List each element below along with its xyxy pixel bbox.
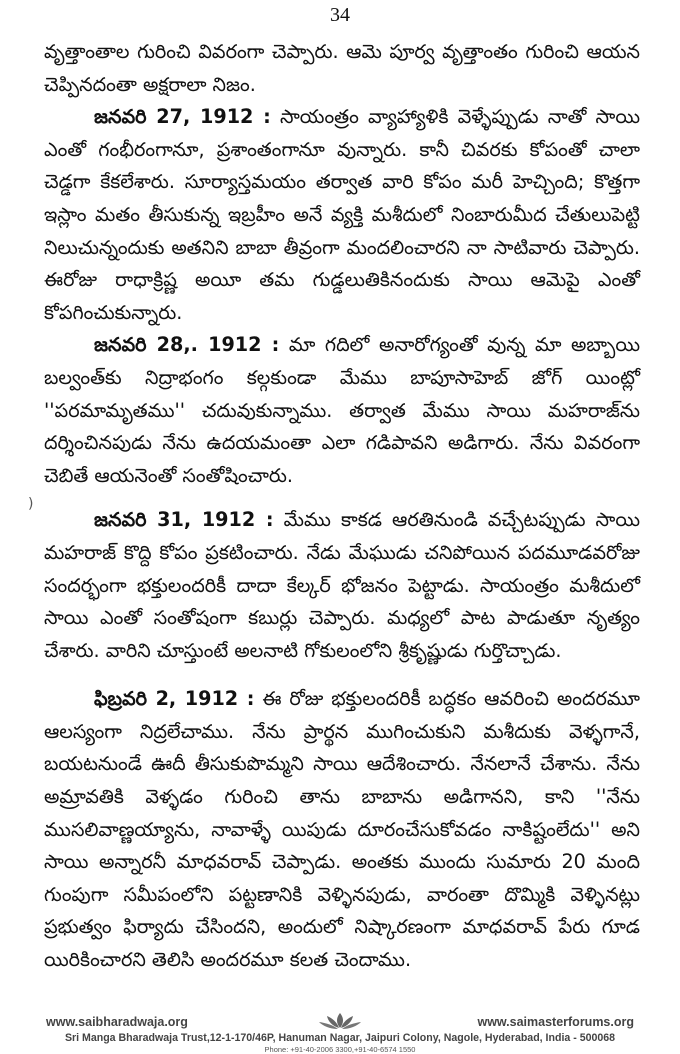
- body-text: [44, 36, 640, 977]
- entry-date: జనవరి 28,. 1912 :: [94, 333, 280, 357]
- footer-phone: Phone: +91-40-2006 3300,+91-40-6574 1550: [264, 1045, 416, 1054]
- page-number: 34: [330, 4, 350, 26]
- footer-address: Sri Manga Bharadwaja Trust,12-1-170/46P, Hanuman Nagar, Jaipuri Colony, Nagole, Hyderabad, India - 500068: [64, 1032, 616, 1044]
- entry-date: జనవరి 31, 1912 :: [94, 508, 274, 532]
- entry-date: ఫిబ్రవరి 2, 1912 :: [94, 687, 255, 711]
- footer-website-right[interactable]: www.saimasterforums.org: [477, 1015, 634, 1029]
- entry-text: ఈ రోజు భక్తులందరికీ బద్ధకం ఆవరించి అందరమూ ఆలస్యంగా నిద్రలేచాము. నేను ప్రార్థన ముగించుకుని మశీదుకు వెళ్ళగానే, బయటనుండే ఊదీ తీసుకుపొమ్మని సాయి ఆదేశించారు. నేనలానే చేశాను. నేను అమ్రావతికి వెళ్ళడం గురించి తాను బాబాను అడిగానని, కాని ''నేను ముసలివాణ్ణయ్యాను, నావాళ్ళే యిపుడు దూరంచేసుకోవడం నాకిష్టంలేదు'' అని సాయి అన్నారనీ మాధవరావ్ చెప్పాడు. అంతకు ముందు సుమారు 20 మంది గుంపుగా సమీపంలోని పట్టణానికి వెళ్ళినపుడు, వారంతా దొమ్మికి వెళ్ళినట్లు ప్రభుత్వం ఫిర్యాదు చేసిందని, అందులో నిష్కారణంగా మాధవరావ్ పేరు గూడ యిరికించారని తెలిసి అందరమూ కలత చెందాము.: [44, 687, 641, 972]
- lotus-ornament-icon: [318, 1012, 362, 1030]
- stray-mark: ): [28, 496, 34, 512]
- diary-entry-jan-28: [44, 329, 640, 492]
- diary-entry-feb-2: [44, 683, 640, 976]
- paragraph-continuation: [44, 36, 640, 101]
- diary-entry-jan-31: [44, 504, 640, 667]
- diary-entry-jan-27: [44, 101, 640, 329]
- entry-date: జనవరి 27, 1912 :: [94, 105, 271, 129]
- entry-text: సాయంత్రం వ్యాహ్యాళికి వెళ్ళేప్పుడు నాతో సాయి ఎంతో గంభీరంగానూ, ప్రశాంతంగానూ వున్నారు. కానీ చివరకు కోపంతో చాలా చెడ్డగా కేకలేశారు. సూర్యాస్తమయం తర్వాత వారి కోపం మరీ హెచ్చింది; కొత్తగా ఇస్లాం మతం తీసుకున్న ఇబ్రహీం అనే వ్యక్తి మశీదులో నింబారుమీద చేతులుపెట్టి నిలుచున్నందుకు అతనిని బాబా తీవ్రంగా మందలించారని నా సాటివారు చెప్పారు. ఈరోజు రాధాక్రిష్ణ అయీ తమ గుడ్డలుతికినందుకు సాయి ఆమెపై ఎంతో కోపగించుకున్నారు.: [44, 105, 641, 324]
- entry-text: మా గదిలో అనారోగ్యంతో వున్న మా అబ్బాయి బల్వంత్‌కు నిద్రాభంగం కల్గకుండా మేము బాపూసాహెబ్ జోగ్ యింట్లో ''పరమామృతము'' చదువుకున్నాము. తర్వాత మేము సాయి మహరాజ్‌ను దర్శించినపుడు నేను ఉదయమంతా ఎలా గడిపావని అడిగారు. నేను వివరంగా చెబితే ఆయనెంతో సంతోషించారు.: [44, 333, 640, 487]
- entry-text: మేము కాకడ ఆరతినుండి వచ్చేటప్పుడు సాయి మహరాజ్ కొద్ది కోపం ప్రకటించారు. నేడు మేఘుడు చనిపోయిన పదమూడవరోజు సందర్భంగా భక్తులందరికీ దాదా కేల్కర్ భోజనం పెట్టాడు. సాయంత్రం మశీదులో సాయి ఎంతో సంతోషంగా కబుర్లు చెప్పారు. మధ్యలో పాట పాడుతూ నృత్యం చేశారు. వారిని చూస్తుంటే అలనాటి గోకులంలోని శ్రీకృష్ణుడు గుర్తొచ్చాడు.: [44, 508, 641, 662]
- footer-website-left[interactable]: www.saibharadwaja.org: [46, 1015, 188, 1029]
- paragraph-text: వృత్తాంతాల గురించి వివరంగా చెప్పారు. ఆమె పూర్వ వృత్తాంతం గురించి ఆయన చెప్పినదంతా అక్షరాలా నిజం.: [44, 40, 640, 96]
- page-footer: [0, 1012, 680, 1054]
